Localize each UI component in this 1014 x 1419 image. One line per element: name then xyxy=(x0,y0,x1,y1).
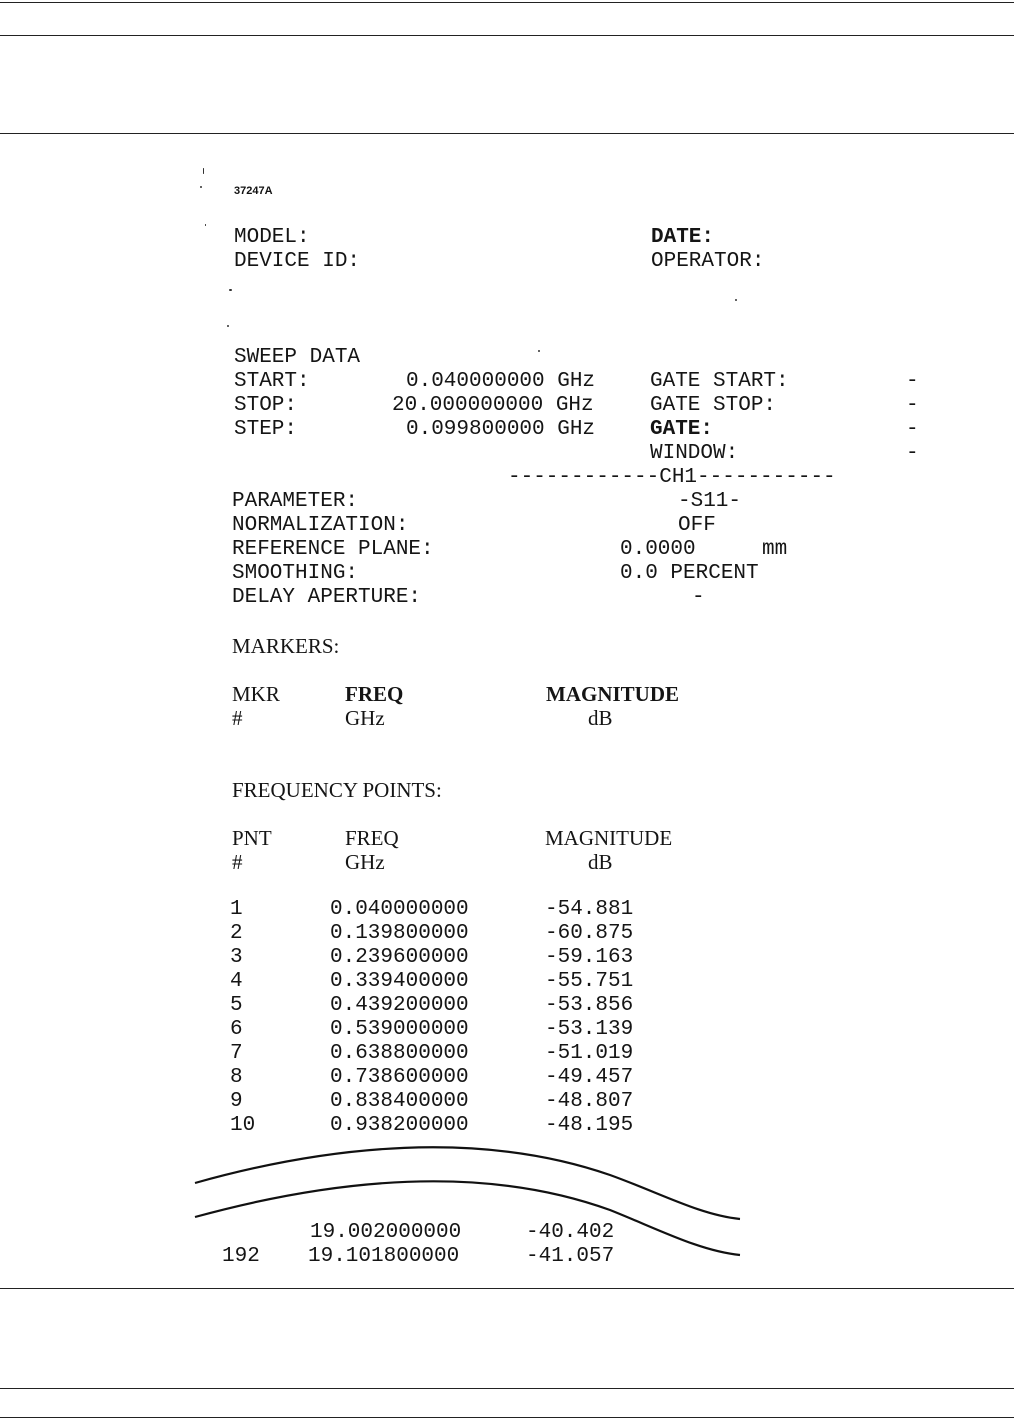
table-cell-mag: -53.856 xyxy=(545,994,634,1017)
header-rule-2 xyxy=(0,133,1014,134)
table-cell-freq: 0.838400000 xyxy=(330,1090,469,1113)
window-label: WINDOW: xyxy=(650,442,739,465)
bottom-rule xyxy=(0,1417,1014,1418)
table-cell-mag: -53.139 xyxy=(545,1018,634,1041)
reference-plane-value: 0.0000 xyxy=(620,538,696,561)
table-cell-pnt: 5 xyxy=(230,994,243,1017)
instrument-model: 37247A xyxy=(234,185,273,197)
table-cell-mag: -49.457 xyxy=(545,1066,634,1089)
partial-row-mag: -40.402 xyxy=(526,1221,615,1244)
markers-col-freq: FREQ xyxy=(345,682,404,706)
freq-points-col-freq-unit: GHz xyxy=(345,850,385,874)
step-value: 0.099800000 GHz xyxy=(406,418,596,441)
last-row-freq: 19.101800000 xyxy=(308,1245,460,1268)
markers-col-mag: MAGNITUDE xyxy=(546,682,680,706)
table-cell-freq: 0.738600000 xyxy=(330,1066,469,1089)
reference-plane-unit: mm xyxy=(762,538,788,561)
table-cell-pnt: 3 xyxy=(230,946,243,969)
freq-points-col-mag-unit: dB xyxy=(588,850,613,874)
stop-value: 20.000000000 GHz xyxy=(392,394,594,417)
delay-aperture-label: DELAY APERTURE: xyxy=(232,586,422,609)
header-rule-1 xyxy=(0,35,1014,36)
scan-speck xyxy=(200,186,202,188)
gate-start-value: - xyxy=(906,370,919,393)
partial-row-mag-clip xyxy=(526,1221,666,1244)
table-cell-freq: 0.339400000 xyxy=(330,970,469,993)
table-cell-mag: -60.875 xyxy=(545,922,634,945)
table-cell-pnt: 6 xyxy=(230,1018,243,1041)
table-cell-freq: 0.539000000 xyxy=(330,1018,469,1041)
delay-aperture-value: - xyxy=(692,586,705,609)
scan-speck xyxy=(227,325,229,327)
table-cell-freq: 0.638800000 xyxy=(330,1042,469,1065)
scan-speck xyxy=(538,350,540,352)
table-cell-mag: -55.751 xyxy=(545,970,634,993)
table-cell-mag: -59.163 xyxy=(545,946,634,969)
markers-col-freq-unit: GHz xyxy=(345,706,385,730)
gate-label: GATE: xyxy=(650,418,714,441)
sweep-title: SWEEP DATA xyxy=(234,346,361,369)
stop-label: STOP: xyxy=(234,394,298,417)
table-cell-pnt: 4 xyxy=(230,970,243,993)
footer-rule-2 xyxy=(0,1388,1014,1389)
parameter-value: -S11- xyxy=(678,490,742,513)
gate-stop-value: - xyxy=(906,394,919,417)
partial-row-freq-clip xyxy=(310,1221,490,1244)
operator-label: OPERATOR: xyxy=(651,250,765,273)
freq-points-col-mag: MAGNITUDE xyxy=(545,826,673,850)
table-cell-mag: -48.807 xyxy=(545,1090,634,1113)
scan-speck xyxy=(203,168,204,174)
table-cell-pnt: 8 xyxy=(230,1066,243,1089)
table-cell-pnt: 1 xyxy=(230,898,243,921)
partial-row-freq: 19.002000000 xyxy=(310,1221,462,1244)
last-row-mag: -41.057 xyxy=(526,1245,615,1268)
table-cell-mag: -54.881 xyxy=(545,898,634,921)
channel-header: ------------CH1----------- xyxy=(508,466,836,489)
model-label: MODEL: xyxy=(234,226,310,249)
window-value: - xyxy=(906,442,919,465)
table-cell-freq: 0.938200000 xyxy=(330,1114,469,1137)
gate-stop-label: GATE STOP: xyxy=(650,394,777,417)
footer-rule-1 xyxy=(0,1288,1014,1289)
table-cell-pnt: 2 xyxy=(230,922,243,945)
normalization-value: OFF xyxy=(678,514,716,537)
step-label: STEP: xyxy=(234,418,298,441)
markers-col-mag-unit: dB xyxy=(588,706,613,730)
table-cell-pnt: 9 xyxy=(230,1090,243,1113)
normalization-label: NORMALIZATION: xyxy=(232,514,409,537)
table-cell-freq: 0.139800000 xyxy=(330,922,469,945)
device-id-label: DEVICE ID: xyxy=(234,250,361,273)
markers-col-mkr-unit: # xyxy=(232,706,243,730)
start-label: START: xyxy=(234,370,310,393)
scan-speck xyxy=(735,299,737,301)
table-cell-pnt: 10 xyxy=(230,1114,256,1137)
table-cell-freq: 0.040000000 xyxy=(330,898,469,921)
smoothing-value: 0.0 PERCENT xyxy=(620,562,759,585)
top-rule xyxy=(0,2,1014,3)
scan-speck xyxy=(205,224,206,226)
markers-col-mkr: MKR xyxy=(232,682,280,706)
table-cell-mag: -51.019 xyxy=(545,1042,634,1065)
gate-value: - xyxy=(906,418,919,441)
scan-speck xyxy=(229,289,232,291)
markers-title: MARKERS: xyxy=(232,634,340,658)
start-value: 0.040000000 GHz xyxy=(406,370,596,393)
continuation-break-icon xyxy=(190,1135,750,1275)
table-cell-pnt: 7 xyxy=(230,1042,243,1065)
gate-start-label: GATE START: xyxy=(650,370,789,393)
smoothing-label: SMOOTHING: xyxy=(232,562,359,585)
last-row-pnt: 192 xyxy=(222,1245,260,1268)
freq-points-col-freq: FREQ xyxy=(345,826,399,850)
freq-points-title: FREQUENCY POINTS: xyxy=(232,778,442,802)
table-cell-freq: 0.239600000 xyxy=(330,946,469,969)
parameter-label: PARAMETER: xyxy=(232,490,359,513)
table-cell-mag: -48.195 xyxy=(545,1114,634,1137)
reference-plane-label: REFERENCE PLANE: xyxy=(232,538,434,561)
table-cell-freq: 0.439200000 xyxy=(330,994,469,1017)
freq-points-col-pnt-unit: # xyxy=(232,850,243,874)
date-label: DATE: xyxy=(651,226,715,249)
freq-points-col-pnt: PNT xyxy=(232,826,272,850)
